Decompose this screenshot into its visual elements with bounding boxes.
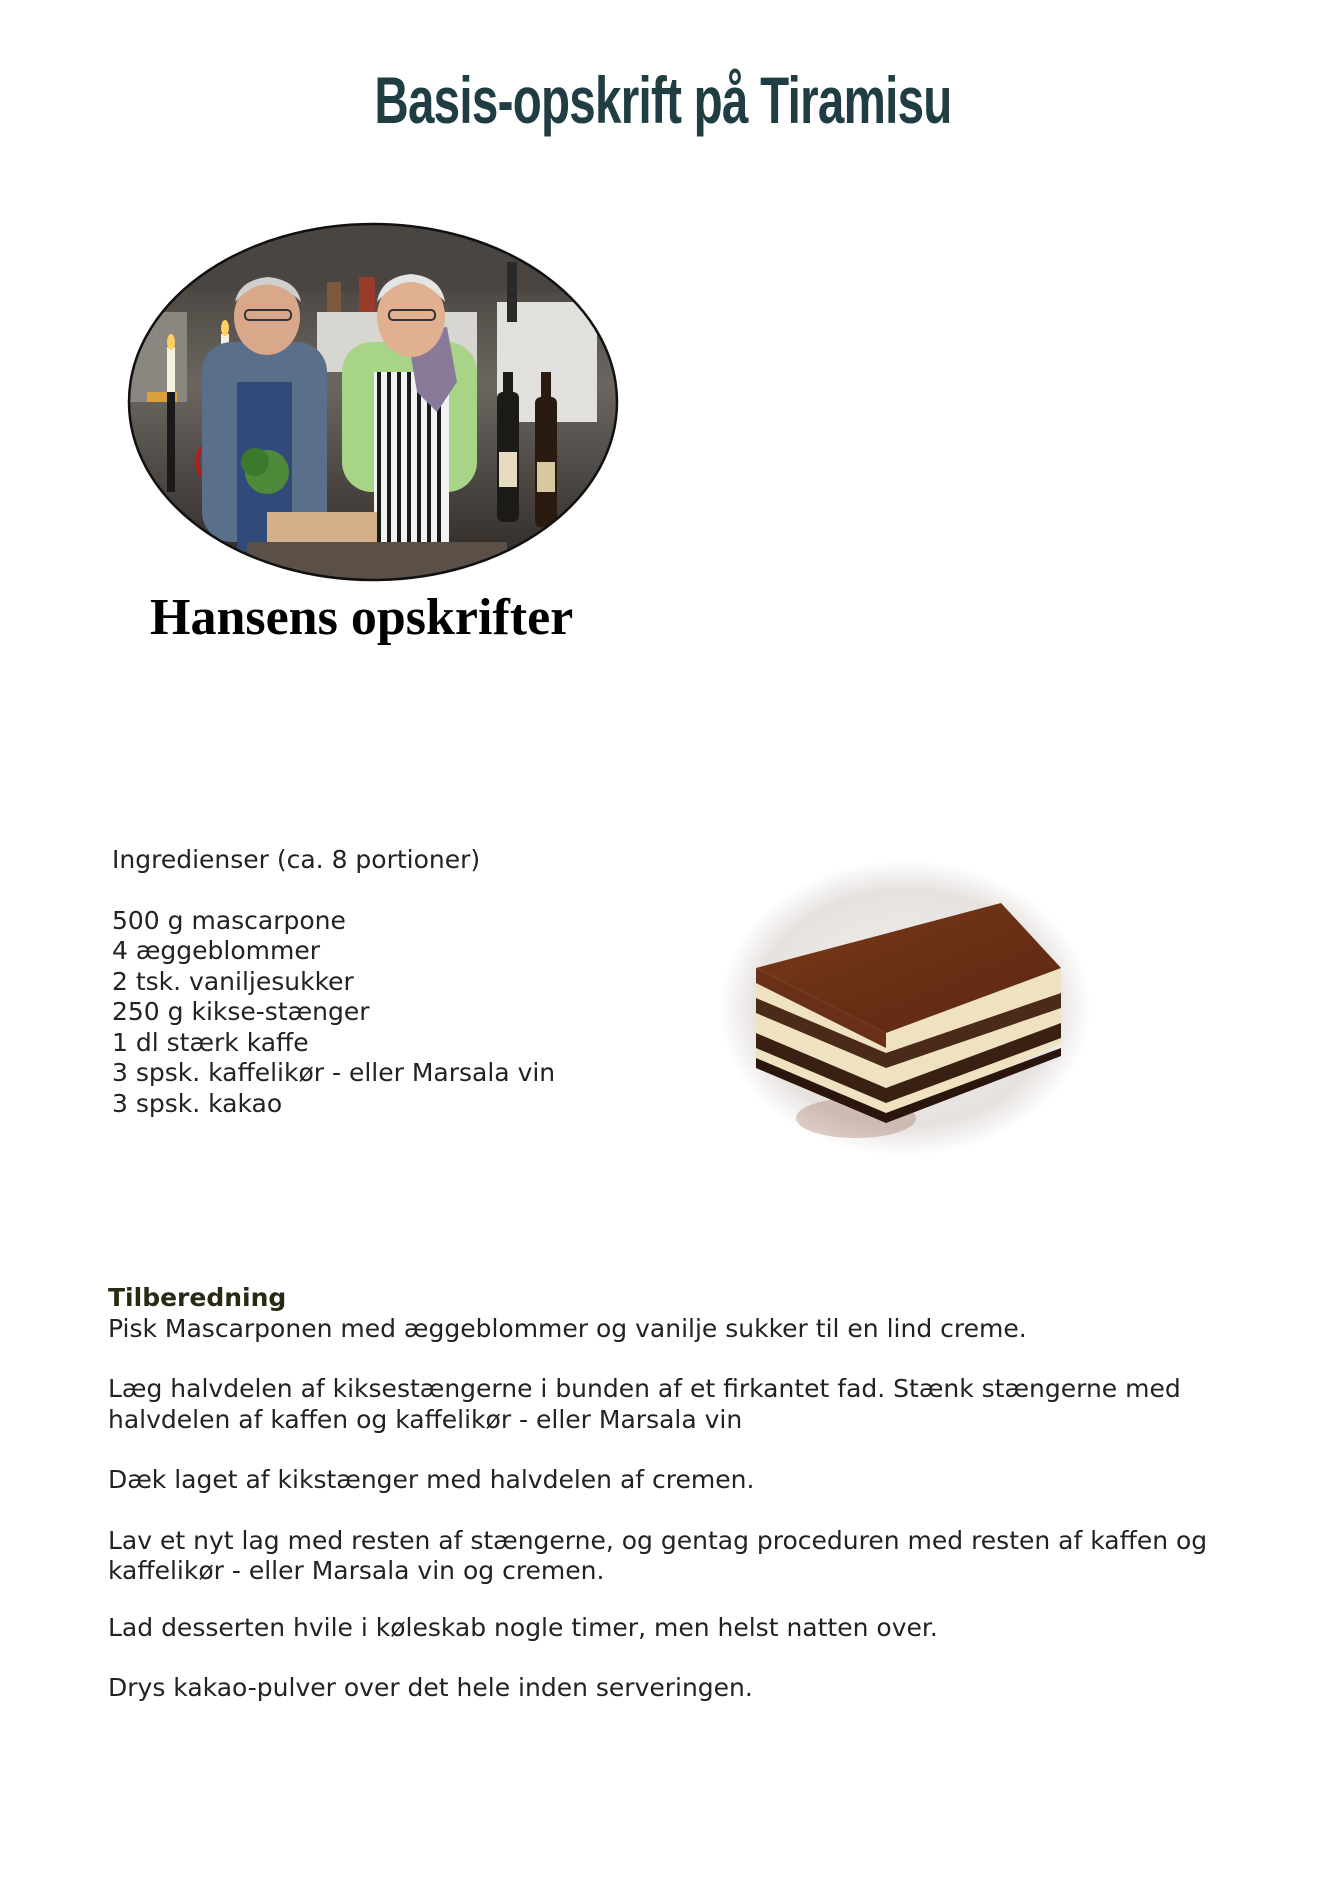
ingredient-item: 2 tsk. vaniljesukker xyxy=(112,966,354,996)
ingredient-item: 3 spsk. kakao xyxy=(112,1088,283,1118)
preparation-step: Dæk laget af kikstænger med halvdelen af cremen. xyxy=(108,1465,755,1494)
preparation-section xyxy=(108,1283,1238,1734)
ingredients-list xyxy=(112,845,555,1119)
page-title: Basis-opskrift på Tiramisu xyxy=(374,63,952,137)
preparation-step: Drys kakao-pulver over det hele inden serveringen. xyxy=(108,1673,753,1702)
preparation-step: Lav et nyt lag med resten af stængerne, og gentag proceduren med resten af kaffen og kaffelikør - eller Marsala vin og cremen. xyxy=(108,1525,1208,1585)
ingredients-heading: Ingredienser (ca. 8 portioner) xyxy=(112,845,481,874)
ingredient-item: 500 g mascarpone xyxy=(112,905,346,935)
preparation-step: Lad desserten hvile i køleskab nogle timer, men helst natten over. xyxy=(108,1612,938,1642)
preparation-heading: Tilberedning xyxy=(108,1283,287,1312)
preparation-step: Læg halvdelen af kiksestængerne i bunden af et firkantet fad. Stænk stængerne med halvdelen af kaffen og kaffelikør - eller Marsala vin xyxy=(108,1374,1181,1434)
brand-name: Hansens opskrifter xyxy=(150,589,574,646)
ingredient-item: 250 g kikse-stænger xyxy=(112,997,370,1026)
preparation-step: Pisk Mascarponen med æggeblommer og vanilje sukker til en lind creme. xyxy=(108,1313,1027,1343)
tiramisu-photo xyxy=(716,858,1094,1158)
ingredient-item: 3 spsk. kaffelikør - eller Marsala vin xyxy=(112,1058,556,1087)
ingredient-item: 4 æggeblommer xyxy=(112,936,320,965)
chefs-photo xyxy=(127,222,619,582)
ingredient-item: 1 dl stærk kaffe xyxy=(112,1027,309,1057)
